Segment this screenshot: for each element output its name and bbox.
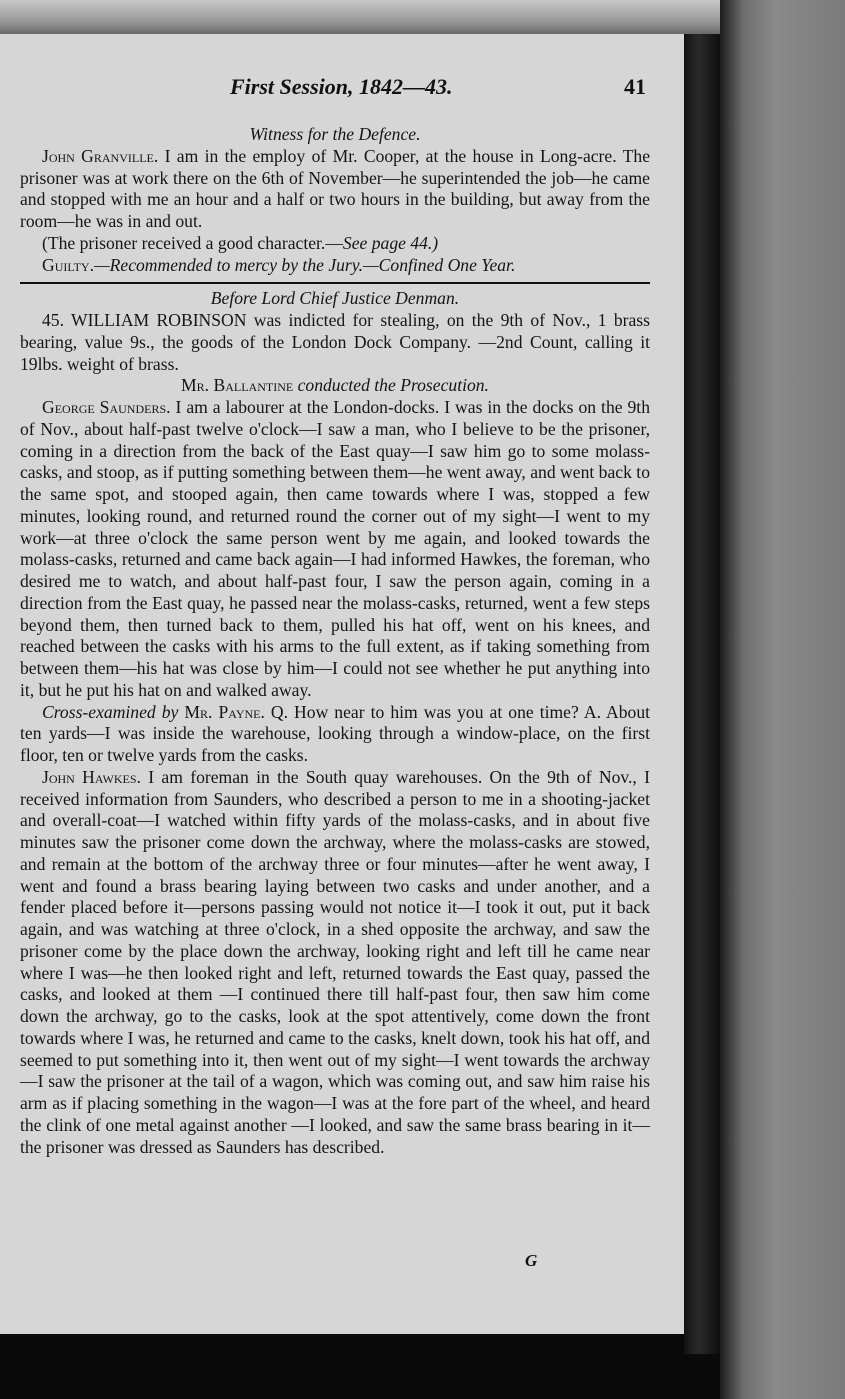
section-title: Witness for the Defence.: [249, 124, 421, 144]
verdict: [20, 255, 650, 277]
witness-granville-paragraph: [20, 146, 650, 233]
witness-statement: I am in the employ of Mr. Cooper, at the house in Long-acre. The prisoner was at work there on the 6th of November—he superintended the job—he came and stopped with me an hour and a half or two hours in the building, but away from the room—he was in and out.: [20, 145, 650, 231]
cross-text: Q. How near to him was you at one time? A. About ten yards—I was inside the warehouse, looking through a window-place, on the first floor, ten or twelve yards from the casks.: [20, 701, 651, 765]
witness-name: John Hawkes.: [42, 766, 141, 787]
verdict-word: Guilty.: [42, 254, 94, 275]
indictment-paragraph: 45. WILLIAM ROBINSON was indicted for stealing, on the 9th of Nov., 1 brass bearing, value 9s., the goods of the London Dock Company. —2nd Count, calling it 19lbs. weight of brass.: [20, 310, 650, 374]
hawkes-testimony: [20, 767, 650, 1159]
cross-examination: [20, 702, 650, 767]
page-header: [0, 74, 684, 104]
character-note-text: (The prisoner received a good character.—: [42, 232, 343, 253]
prosecution-text: conducted the Prosecution.: [293, 375, 489, 396]
verdict-text: —Recommended to mercy by the Jury.—Confined One Year.: [94, 254, 516, 275]
witness-name: George Saunders.: [42, 397, 171, 417]
prosecution-counsel: Mr. Ballantine: [181, 375, 294, 396]
testimony-text: I am foreman in the South quay warehouses. On the 9th of Nov., I received information from Saunders, who described a person to me in a shooting-jacket and overall-coat—I watched within fifty yards of the molass-casks, and in about five minutes saw the prisoner come down the archway, where the molass-casks are stowed, and remain at the bottom of the archway three or four minutes—after he went away, I went and found a brass bearing laying between two casks and under another, and a fender placed before it—persons passing would not notice it—I took it out, put it back again, and was watching at three o'clock, in a shed opposite the archway, and saw the prisoner come by the place down the archway, looking right and left till he came near where I was—he then looked right and left, returned towards the East quay, passed the casks, and looked at them —I continued there till half-past four, then saw him come down the archway, go to the casks, look at the spot attentively, come down the front towards where I was, he returned and came to the casks, knelt down, took his hat off, and seemed to put something into it, then went out of my sight—I went towards the archway—I saw the prisoner at the tail of a wagon, which was coming out, and saw him raise his arm as if placing something in the wagon—I was at the fore part of the wheel, and heard the clink of one metal against another —I looked, and saw the same brass bearing in it—the prisoner was dressed as Saunders has described.: [20, 766, 650, 1157]
signature-mark: G: [525, 1251, 538, 1270]
testimony-text: I am a labourer at the London-docks. I was in the docks on the 9th of Nov., about half-past twelve o'clock—I saw a man, who I believe to be the prisoner, coming in a direction from the back of the East quay—I saw him go to some molass-casks, and stoop, as if putting something between them—he went away, and went back to the same spot, and stooped again, then came towards where I was, stopped a few minutes, looking round, and returned round the corner out of my sight—I went to my work—at three o'clock the same person went by me again, and looked towards the molass-casks, returned and came back again—I had informed Hawkes, the foreman, who desired me to watch, and about half-past four, I saw the person again, coming in a direction from the East quay, he passed near the molass-casks, returned, went a few steps beyond them, then turned back to them, pulled his hat off, went on his knees, and reached between the casks with his arms to the full extent, as if taking something from between them—his hat was close by him—I could not see whether he put anything into it, but he put his hat on and walked away.: [20, 397, 650, 700]
cross-label: Cross-examined by: [42, 701, 179, 722]
saunders-testimony: [20, 397, 650, 702]
page-number: 41: [624, 74, 646, 99]
running-head: First Session, 1842—43.: [230, 74, 453, 99]
book-binding-edge: [684, 34, 720, 1354]
scan-top-edge: [0, 0, 720, 34]
page-reference: See page 44.): [342, 232, 439, 253]
section-divider: [20, 282, 650, 284]
page-body: [20, 124, 650, 1158]
scan-right-edge: [720, 0, 845, 1399]
witness-name: John Granville.: [42, 145, 159, 166]
character-note: [20, 233, 650, 255]
court-heading: Before Lord Chief Justice Denman.: [210, 288, 460, 309]
prosecution-line: [20, 375, 650, 397]
cross-counsel: Mr. Payne.: [184, 701, 265, 722]
book-page: [0, 34, 684, 1334]
